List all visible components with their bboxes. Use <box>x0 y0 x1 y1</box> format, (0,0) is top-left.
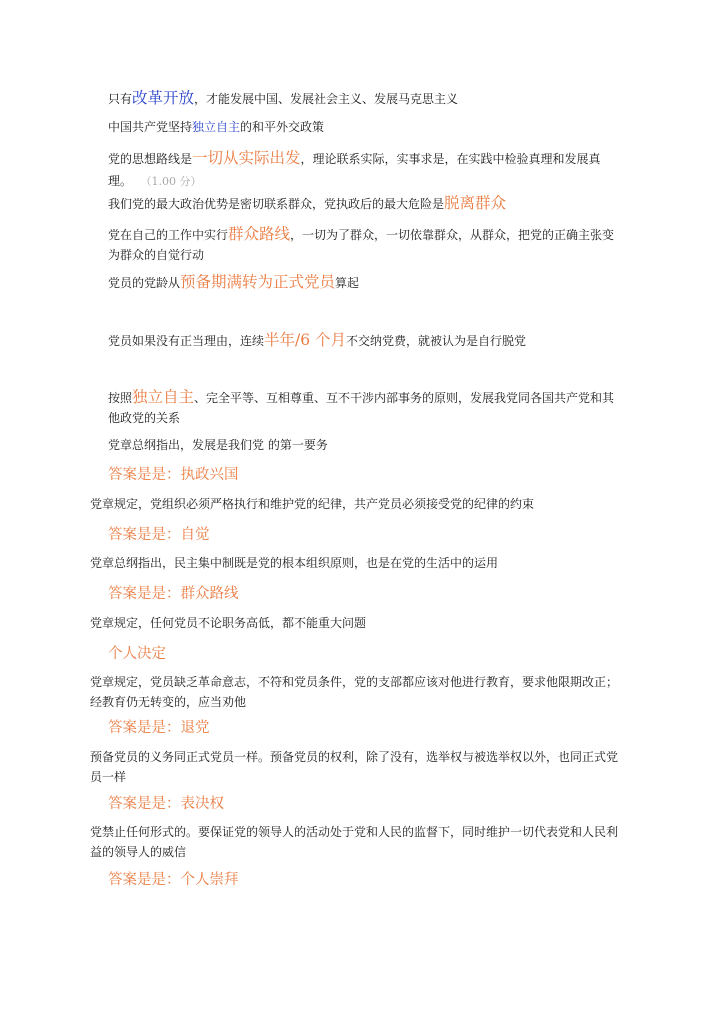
answer-first-task: 答案是是：执政兴国 <box>108 467 239 483</box>
answer-discipline: 答案是是：自觉 <box>108 527 210 543</box>
text-segment: 中国共产党坚持 <box>108 120 193 134</box>
statement-party-relations <box>108 387 618 428</box>
answer-democratic-centralism: 答案是是：群众路线 <box>108 586 239 602</box>
question-major-issues: 党章规定，任何党员不论职务高低，都不能重大问题 <box>90 616 367 630</box>
highlight-term: 改革开放 <box>132 89 195 107</box>
text-segment: 党的思想路线是 <box>108 152 193 166</box>
text-segment: 算起 <box>335 276 360 290</box>
text-segment: 只有 <box>108 92 133 106</box>
text-segment: ，一切为了群众，一切依靠群众，从群众，把党的正确主张变为群众的自觉行动 <box>108 228 615 262</box>
question-probationary-rights: 预备党员的义务同正式党员一样。预备党员的权利，除了没有，选举权与被选举权以外，也同正式党员一样 <box>90 750 619 784</box>
text-segment: 、完全平等、互相尊重、互不干涉内部事务的原则，发展我党同各国共产党和其他政党的关系 <box>108 391 615 425</box>
highlight-term: 一切从实际出发 <box>192 149 301 167</box>
statement-mass-line <box>108 224 618 265</box>
answer-probationary-rights: 答案是是：表决权 <box>108 796 224 812</box>
statement-ideological-line <box>108 147 618 193</box>
text-segment: ，才能发展中国、发展社会主义、发展马克思主义 <box>194 92 459 106</box>
highlight-term: 脱离群众 <box>444 194 507 212</box>
text-segment: 按照 <box>108 391 133 405</box>
highlight-term: 独立自主 <box>132 388 195 406</box>
question-discipline: 党章规定，党组织必须严格执行和维护党的纪律，共产党员必须接受党的纪律的约束 <box>90 497 535 511</box>
score-label: （1.00 分） <box>146 175 202 188</box>
highlight-term: 预备期满转为正式党员 <box>180 273 336 291</box>
statement-political-advantage <box>108 193 618 215</box>
statement-reform <box>108 88 618 110</box>
text-segment: 的和平外交政策 <box>240 120 325 134</box>
highlight-term: 群众路线 <box>228 225 291 243</box>
highlight-term: 独立自主 <box>192 120 241 134</box>
text-segment: 党在自己的工作中实行 <box>108 228 229 242</box>
text-segment: 党员如果没有正当理由，连续 <box>108 334 265 348</box>
question-personality-cult: 党禁止任何形式的。要保证党的领导人的活动处于党和人民的监督下，同时维护一切代表党和人民利益的领导人的威信 <box>90 825 619 859</box>
text-segment: 我们党的最大政治优势是密切联系群众，党执政后的最大危险是 <box>108 197 445 211</box>
statement-foreign-policy <box>108 117 618 138</box>
highlight-term: 半年/6 个月 <box>264 331 347 349</box>
text-segment: 党员的党龄从 <box>108 276 181 290</box>
statement-party-dues <box>108 330 618 352</box>
text-segment: ，理论联系实际，实事求是，在实践中检验真理和发展真理。 <box>108 152 601 188</box>
answer-personality-cult: 答案是是：个人崇拜 <box>108 872 239 888</box>
text-segment: 不交纳党费，就被认为是自行脱党 <box>346 334 527 348</box>
answer-withdraw: 答案是是：退党 <box>108 720 210 736</box>
question-democratic-centralism: 党章总纲指出，民主集中制既是党的根本组织原则，也是在党的生活中的运用 <box>90 556 499 570</box>
answer-major-issues: 个人决定 <box>108 646 166 662</box>
statement-party-age <box>108 272 618 294</box>
question-first-task: 党章总纲指出，发展是我们党 的第一要务 <box>108 438 328 452</box>
question-withdraw: 党章规定，党员缺乏革命意志，不符和党员条件，党的支部都应该对他进行教育，要求他限期改正；经教育仍无转变的，应当劝他 <box>90 675 619 709</box>
